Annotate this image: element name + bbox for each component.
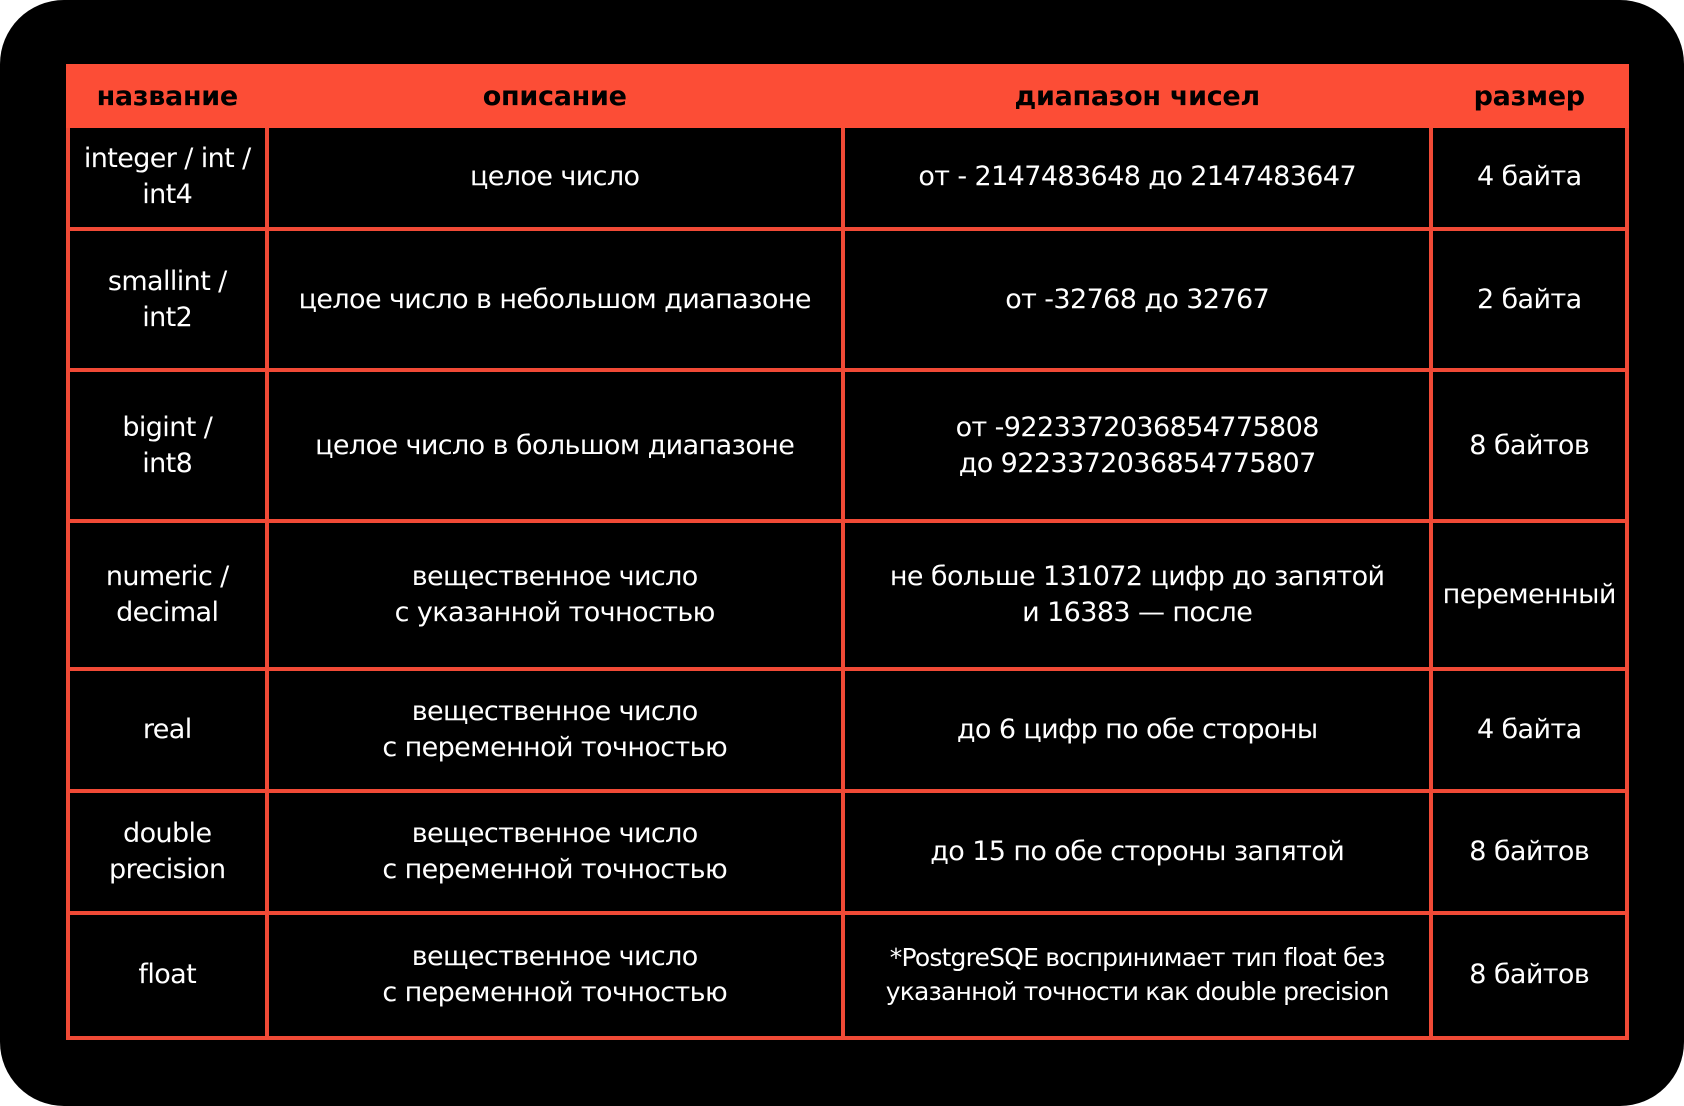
table-header-row (68, 66, 1627, 126)
type-range-cell: не больше 131072 цифр до запятой и 16383 — после (843, 521, 1432, 668)
type-size-cell: 2 байта (1431, 229, 1627, 370)
type-name-cell: smallint / int2 (68, 229, 267, 370)
type-range-cell: от -32768 до 32767 (843, 229, 1432, 370)
type-description-cell: целое число в большом диапазоне (267, 370, 843, 521)
type-size-cell: 4 байта (1431, 126, 1627, 229)
type-size-cell: переменный (1431, 521, 1627, 668)
data-types-table (66, 64, 1629, 1040)
table-row (68, 126, 1627, 229)
type-range-cell: от - 2147483648 до 2147483647 (843, 126, 1432, 229)
type-description-cell: вещественное число с переменной точностью (267, 791, 843, 913)
type-name-cell: numeric / decimal (68, 521, 267, 668)
table-row (68, 521, 1627, 668)
type-size-cell: 8 байтов (1431, 913, 1627, 1038)
header-size: размер (1431, 66, 1627, 126)
type-name-cell: float (68, 913, 267, 1038)
type-name-cell: integer / int / int4 (68, 126, 267, 229)
type-name-cell: real (68, 669, 267, 791)
type-description-cell: вещественное число с указанной точностью (267, 521, 843, 668)
type-description-cell: целое число в небольшом диапазоне (267, 229, 843, 370)
type-size-cell: 8 байтов (1431, 370, 1627, 521)
table-row (68, 669, 1627, 791)
header-name: название (68, 66, 267, 126)
header-range: диапазон чисел (843, 66, 1432, 126)
type-range-cell: *PostgreSQE воспринимает тип float без указанной точности как double precision (843, 913, 1432, 1038)
table-row (68, 229, 1627, 370)
table-row (68, 370, 1627, 521)
type-range-cell: от -9223372036854775808 до 9223372036854775807 (843, 370, 1432, 521)
table-row (68, 913, 1627, 1038)
type-size-cell: 4 байта (1431, 669, 1627, 791)
type-range-cell: до 15 по обе стороны запятой (843, 791, 1432, 913)
type-size-cell: 8 байтов (1431, 791, 1627, 913)
table-row (68, 791, 1627, 913)
header-description: описание (267, 66, 843, 126)
type-range-cell: до 6 цифр по обе стороны (843, 669, 1432, 791)
type-description-cell: целое число (267, 126, 843, 229)
type-description-cell: вещественное число с переменной точностью (267, 669, 843, 791)
type-description-cell: вещественное число с переменной точностью (267, 913, 843, 1038)
type-name-cell: double precision (68, 791, 267, 913)
type-name-cell: bigint / int8 (68, 370, 267, 521)
